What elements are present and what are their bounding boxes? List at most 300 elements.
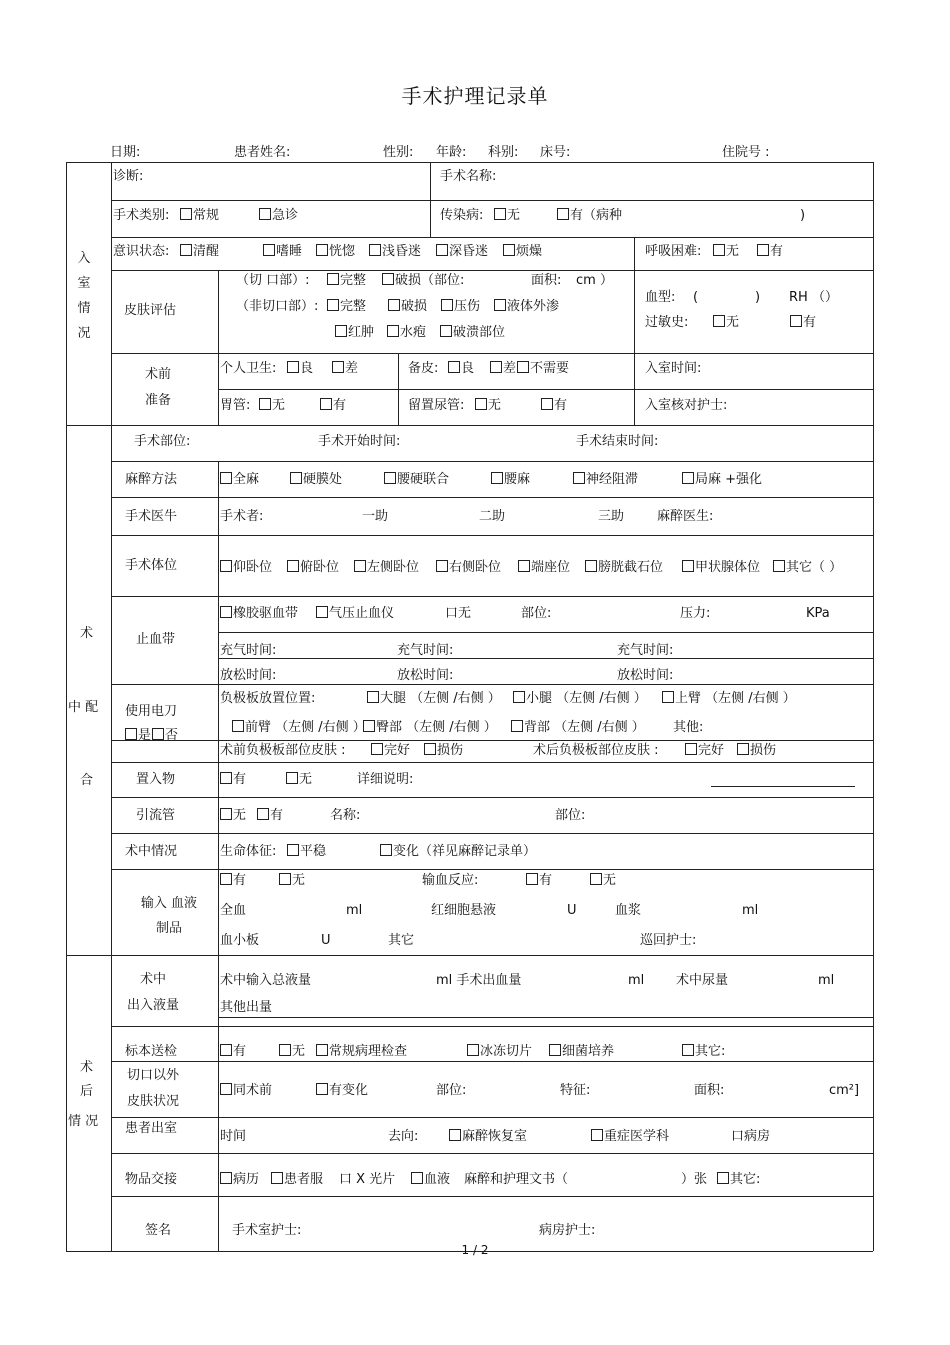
checkbox[interactable] bbox=[737, 743, 749, 755]
opt-prep-good-text: 良 bbox=[461, 361, 475, 376]
opt-deep-coma-text: 深昏迷 bbox=[449, 244, 489, 259]
checkbox[interactable] bbox=[682, 1044, 694, 1056]
checkbox[interactable] bbox=[449, 1129, 461, 1141]
skin-area-label: 面积: bbox=[531, 273, 562, 288]
opt-pos-lithotomy bbox=[585, 560, 663, 576]
io-urine-label: 术中尿量 bbox=[676, 973, 729, 988]
checkbox[interactable] bbox=[259, 398, 271, 410]
entry-time-label: 入室时间: bbox=[645, 361, 702, 376]
checkbox[interactable] bbox=[557, 208, 569, 220]
opt-tr-yes-text: 有 bbox=[233, 873, 247, 888]
opt-restless bbox=[503, 244, 542, 260]
opt-implant-yes-text: 有 bbox=[233, 772, 247, 787]
checkbox[interactable] bbox=[436, 244, 448, 256]
checkbox[interactable] bbox=[503, 244, 515, 256]
checkbox[interactable] bbox=[440, 325, 452, 337]
table-rule bbox=[111, 200, 873, 201]
checkbox[interactable] bbox=[335, 325, 347, 337]
checkbox[interactable] bbox=[494, 208, 506, 220]
opt-catheter-no bbox=[475, 398, 501, 414]
surgery-type-label: 手术类别: bbox=[113, 208, 170, 223]
checkbox[interactable] bbox=[287, 560, 299, 572]
table-rule bbox=[111, 237, 873, 238]
opt-allergy-no-text: 无 bbox=[726, 315, 740, 330]
opt-an-spinal-text: 腰麻 bbox=[504, 472, 531, 487]
opt-light-coma bbox=[369, 244, 421, 260]
sign-label: 签名 bbox=[145, 1223, 172, 1238]
checkbox[interactable] bbox=[363, 720, 375, 732]
opt-pre-intact-text: 完好 bbox=[384, 743, 411, 758]
opt-infectious-none bbox=[494, 208, 520, 224]
checkbox[interactable] bbox=[220, 560, 232, 572]
plasma-label: 血浆 bbox=[615, 903, 642, 918]
checkbox[interactable] bbox=[371, 743, 383, 755]
opt-an-local bbox=[682, 472, 762, 488]
discharge-dest-label: 去向: bbox=[388, 1129, 419, 1144]
checkbox[interactable] bbox=[790, 315, 802, 327]
checkbox[interactable] bbox=[220, 472, 232, 484]
opt-vitals-stable bbox=[287, 844, 326, 860]
checkbox[interactable] bbox=[220, 808, 232, 820]
table-rule bbox=[111, 740, 873, 741]
opt-sp-yes bbox=[220, 1044, 246, 1060]
opt-tq-rubber bbox=[220, 606, 298, 622]
checkbox[interactable] bbox=[286, 772, 298, 784]
ho-sheets-label: ）张 bbox=[681, 1172, 708, 1187]
opt-allergy-yes-text: 有 bbox=[803, 315, 817, 330]
checkbox[interactable] bbox=[316, 244, 328, 256]
gastric-tube-label: 胃管: bbox=[220, 398, 251, 413]
checkbox[interactable] bbox=[327, 299, 339, 311]
ho-docs-label: 麻醉和护理文书（ bbox=[464, 1172, 569, 1187]
opt-skin-broken-text: 破损（部位: bbox=[395, 273, 465, 288]
opt-gastric-no bbox=[259, 398, 285, 414]
opt-skin-broken2-text: 破损 bbox=[401, 299, 428, 314]
blood-paren-close: ) bbox=[755, 290, 761, 305]
opt-clear bbox=[180, 244, 219, 260]
table-rule bbox=[111, 797, 873, 798]
opt-pad-upperarm bbox=[662, 691, 796, 707]
opt-gastric-yes-text: 有 bbox=[333, 398, 347, 413]
platelet-unit: U bbox=[321, 933, 331, 948]
opt-post-damaged-text: 损伤 bbox=[750, 743, 777, 758]
opt-so-same-text: 同术前 bbox=[233, 1083, 273, 1098]
opt-pos-supine bbox=[220, 560, 272, 576]
checkbox[interactable] bbox=[367, 691, 379, 703]
skin-nonincision-label: （非切口部）: bbox=[236, 299, 319, 314]
opt-skin-intact-text: 完整 bbox=[340, 273, 367, 288]
io-blood-unit: ml bbox=[628, 973, 645, 988]
opt-hygiene-good bbox=[287, 361, 313, 377]
opt-tq-air bbox=[316, 606, 394, 622]
checkbox[interactable] bbox=[513, 691, 525, 703]
checkbox[interactable] bbox=[573, 472, 585, 484]
opt-skin-broken bbox=[382, 273, 464, 289]
opt-vitals-change bbox=[380, 844, 536, 860]
checkbox[interactable] bbox=[585, 560, 597, 572]
opt-ho-xray: 口 X 光片 bbox=[339, 1172, 396, 1187]
opt-drain-no bbox=[220, 808, 246, 824]
checkbox[interactable] bbox=[713, 315, 725, 327]
opt-emergency bbox=[259, 208, 298, 224]
checkbox[interactable] bbox=[526, 873, 538, 885]
transfusion-label: 输入 血液 制品 bbox=[140, 896, 198, 936]
io-other-label: 其他出量 bbox=[220, 1000, 273, 1015]
skin-assessment-label: 皮肤评估 bbox=[124, 303, 177, 318]
opt-pre-damaged-text: 损伤 bbox=[437, 743, 464, 758]
checkbox[interactable] bbox=[380, 844, 392, 856]
opt-ho-record-text: 病历 bbox=[233, 1172, 260, 1187]
checkbox[interactable] bbox=[436, 560, 448, 572]
opt-an-combined bbox=[384, 472, 449, 488]
table-rule bbox=[111, 1026, 873, 1027]
opt-infectious-none-text: 无 bbox=[507, 208, 521, 223]
opt-confused-text: 恍惚 bbox=[329, 244, 356, 259]
opt-so-same bbox=[220, 1083, 272, 1099]
opt-catheter-yes bbox=[541, 398, 567, 414]
checkbox[interactable] bbox=[517, 361, 529, 373]
checkbox[interactable] bbox=[682, 560, 694, 572]
opt-pad-back bbox=[511, 720, 645, 736]
release-time-1: 放松时间: bbox=[220, 668, 277, 683]
table-rule bbox=[111, 596, 873, 597]
opt-implant-no bbox=[286, 772, 312, 788]
opt-pad-calf bbox=[513, 691, 647, 707]
opt-an-spinal bbox=[491, 472, 530, 488]
table-rule bbox=[66, 425, 873, 426]
table-rule bbox=[873, 162, 874, 1251]
opt-skin-intact2-text: 完整 bbox=[340, 299, 367, 314]
checkbox[interactable] bbox=[220, 606, 232, 618]
table-rule bbox=[218, 632, 873, 633]
opt-breathing-no-text: 无 bbox=[726, 244, 740, 259]
so-area-label: 面积: bbox=[694, 1083, 725, 1098]
opt-breathing-no bbox=[713, 244, 739, 260]
opt-post-intact bbox=[685, 743, 724, 759]
opt-allergy-no bbox=[713, 315, 739, 331]
io-label: 术中 出入液量 bbox=[126, 972, 179, 1013]
opt-an-epidural bbox=[290, 472, 342, 488]
checkbox[interactable] bbox=[773, 560, 785, 572]
opt-dc-icu-text: 重症医学科 bbox=[604, 1129, 670, 1144]
opt-skin-swelling-text: 红肿 bbox=[348, 325, 375, 340]
table-rule bbox=[111, 833, 873, 834]
checkbox[interactable] bbox=[491, 472, 503, 484]
esu-label: 使用电刀 bbox=[125, 704, 178, 719]
opt-prep-poor-text: 差 bbox=[503, 361, 517, 376]
checkbox[interactable] bbox=[220, 1083, 232, 1095]
section-postop-1: 术 bbox=[80, 1060, 94, 1075]
opt-pad-thigh-text: 大腿 （左侧 /右侧 ） bbox=[380, 691, 501, 706]
opt-ho-clothes-text: 患者服 bbox=[284, 1172, 324, 1187]
skin-outside-label: 切口以外 皮肤状况 bbox=[126, 1068, 179, 1109]
checkbox[interactable] bbox=[125, 728, 137, 740]
checkbox[interactable] bbox=[279, 1044, 291, 1056]
table-rule bbox=[111, 869, 873, 870]
opt-sp-culture bbox=[549, 1044, 614, 1060]
check-nurse-label: 入室核对护士: bbox=[645, 398, 728, 413]
opt-tq-none: 口无 bbox=[445, 606, 472, 621]
opt-sp-no bbox=[279, 1044, 305, 1060]
table-rule bbox=[634, 237, 635, 425]
checkbox[interactable] bbox=[316, 1044, 328, 1056]
checkbox[interactable] bbox=[713, 244, 725, 256]
checkbox[interactable] bbox=[316, 606, 328, 618]
checkbox[interactable] bbox=[411, 1172, 423, 1184]
opt-tr-reaction-yes-text: 有 bbox=[539, 873, 553, 888]
checkbox[interactable] bbox=[441, 299, 453, 311]
discharge-time-label: 时间 bbox=[220, 1129, 247, 1144]
drain-name-label: 名称: bbox=[330, 808, 361, 823]
checkbox[interactable] bbox=[490, 361, 502, 373]
skin-prep-label: 备皮: bbox=[408, 361, 439, 376]
checkbox[interactable] bbox=[467, 1044, 479, 1056]
date-label: 日期: bbox=[110, 145, 141, 160]
opt-pos-prone bbox=[287, 560, 339, 576]
checkbox[interactable] bbox=[382, 273, 394, 285]
checkbox[interactable] bbox=[327, 273, 339, 285]
end-time-label: 手术结束时间: bbox=[576, 434, 659, 449]
opt-skin-swelling bbox=[335, 325, 374, 341]
opt-esu-no-text: 否 bbox=[165, 728, 179, 743]
io-blood-label: ml 手术出血量 bbox=[436, 973, 522, 988]
opt-implant-yes bbox=[220, 772, 246, 788]
checkbox[interactable] bbox=[220, 873, 232, 885]
checkbox[interactable] bbox=[541, 398, 553, 410]
opt-lethargy bbox=[263, 244, 302, 260]
opt-pad-forearm-text: 前臂 （左侧 /右侧 ） bbox=[245, 720, 366, 735]
opt-hygiene-good-text: 良 bbox=[300, 361, 314, 376]
tq-kpa-unit: KPa bbox=[806, 606, 830, 621]
checkbox[interactable] bbox=[494, 299, 506, 311]
age-label: 年龄: bbox=[436, 145, 467, 160]
opt-pre-intact bbox=[371, 743, 410, 759]
checkbox[interactable] bbox=[287, 361, 299, 373]
checkbox[interactable] bbox=[332, 361, 344, 373]
opt-routine-text: 常规 bbox=[193, 208, 220, 223]
surgeon-label: 手术者: bbox=[220, 509, 264, 524]
checkbox[interactable] bbox=[388, 299, 400, 311]
opt-allergy-yes bbox=[790, 315, 816, 331]
opt-ho-other bbox=[717, 1172, 760, 1188]
checkbox[interactable] bbox=[263, 244, 275, 256]
hospital-no-label: 住院号 : bbox=[722, 145, 770, 160]
opt-pad-calf-text: 小腿 （左侧 /右侧 ） bbox=[526, 691, 647, 706]
opt-post-intact-text: 完好 bbox=[698, 743, 725, 758]
opt-prep-good bbox=[448, 361, 474, 377]
checkbox[interactable] bbox=[220, 772, 232, 784]
opt-pad-buttock-text: 臀部 （左侧 /右侧 ） bbox=[376, 720, 497, 735]
opt-sp-culture-text: 细菌培养 bbox=[562, 1044, 615, 1059]
so-site-label: 部位: bbox=[436, 1083, 467, 1098]
gender-label: 性别: bbox=[383, 145, 414, 160]
opt-sp-no-text: 无 bbox=[292, 1044, 306, 1059]
checkbox[interactable] bbox=[549, 1044, 561, 1056]
specimen-label: 标本送检 bbox=[125, 1044, 178, 1059]
table-rule bbox=[111, 162, 112, 1251]
opt-esu-yes-text: 是 bbox=[138, 728, 152, 743]
section-intraop-1: 术 bbox=[80, 626, 94, 641]
opt-breathing-yes bbox=[757, 244, 783, 260]
opt-tq-air-text: 气压止血仪 bbox=[329, 606, 395, 621]
implant-label: 置入物 bbox=[136, 772, 176, 787]
department-label: 科别: bbox=[488, 145, 519, 160]
checkbox[interactable] bbox=[591, 1129, 603, 1141]
pad-position-label: 负极板放置位置: bbox=[220, 691, 316, 706]
opt-sp-yes-text: 有 bbox=[233, 1044, 247, 1059]
opt-skin-pressure bbox=[441, 299, 480, 315]
checkbox[interactable] bbox=[180, 208, 192, 220]
checkbox[interactable] bbox=[320, 398, 332, 410]
vitals-label: 生命体征: bbox=[220, 844, 277, 859]
breathing-label: 呼吸困难: bbox=[645, 244, 702, 259]
checkbox[interactable] bbox=[685, 743, 697, 755]
checkbox[interactable] bbox=[290, 472, 302, 484]
checkbox[interactable] bbox=[259, 208, 271, 220]
checkbox[interactable] bbox=[757, 244, 769, 256]
checkbox[interactable] bbox=[424, 743, 436, 755]
opt-an-combined-text: 腰硬联合 bbox=[397, 472, 450, 487]
opt-dc-ward: 口病房 bbox=[731, 1129, 771, 1144]
opt-prep-none-text: 不需要 bbox=[530, 361, 570, 376]
table-rule bbox=[111, 1061, 873, 1062]
opt-pos-left bbox=[354, 560, 419, 576]
table-rule bbox=[218, 389, 873, 390]
checkbox[interactable] bbox=[662, 691, 674, 703]
checkbox[interactable] bbox=[590, 873, 602, 885]
pad-other-label: 其他: bbox=[673, 720, 704, 735]
opt-skin-intact2 bbox=[327, 299, 366, 315]
opt-skin-extravasation-text: 液体外渗 bbox=[507, 299, 560, 314]
or-nurse-label: 手术室护士: bbox=[232, 1223, 302, 1238]
opt-tr-reaction-no bbox=[590, 873, 616, 889]
checkbox[interactable] bbox=[232, 720, 244, 732]
opt-vitals-change-text: 变化（祥见麻醉记录单） bbox=[393, 844, 537, 859]
checkbox[interactable] bbox=[279, 873, 291, 885]
opt-skin-blister bbox=[387, 325, 426, 341]
discharge-label: 患者出室 bbox=[125, 1121, 178, 1136]
checkbox[interactable] bbox=[354, 560, 366, 572]
opt-sp-other-text: 其它: bbox=[695, 1044, 726, 1059]
whole-blood-label: 全血 bbox=[220, 903, 247, 918]
checkbox[interactable] bbox=[384, 472, 396, 484]
section-postop-2: 后 bbox=[80, 1084, 94, 1099]
checkbox[interactable] bbox=[316, 1083, 328, 1095]
opt-sp-frozen bbox=[467, 1044, 532, 1060]
opt-skin-ulcer-text: 破溃部位 bbox=[453, 325, 506, 340]
checkbox[interactable] bbox=[682, 472, 694, 484]
checkbox[interactable] bbox=[511, 720, 523, 732]
post-pad-skin-label: 术后负极板部位皮肤 : bbox=[533, 743, 659, 758]
tq-pressure-label: 压力: bbox=[680, 606, 711, 621]
opt-pos-sitting-text: 端座位 bbox=[531, 560, 571, 575]
opt-catheter-no-text: 无 bbox=[488, 398, 502, 413]
opt-tr-yes bbox=[220, 873, 246, 889]
patient-name-label: 患者姓名: bbox=[234, 145, 291, 160]
checkbox[interactable] bbox=[448, 361, 460, 373]
opt-breathing-yes-text: 有 bbox=[770, 244, 784, 259]
opt-pos-other-text: 其它（ ） bbox=[786, 560, 843, 575]
opt-pos-thyroid-text: 甲状腺体位 bbox=[695, 560, 761, 575]
intraop-status-label: 术中情况 bbox=[125, 844, 178, 859]
tr-reaction-label: 输血反应: bbox=[422, 873, 479, 888]
opt-vitals-stable-text: 平稳 bbox=[300, 844, 327, 859]
opt-ho-blood-text: 血液 bbox=[424, 1172, 451, 1187]
opt-post-damaged bbox=[737, 743, 776, 759]
checkbox[interactable] bbox=[475, 398, 487, 410]
consciousness-label: 意识状态: bbox=[113, 244, 170, 259]
opt-skin-ulcer bbox=[440, 325, 505, 341]
opt-pad-thigh bbox=[367, 691, 501, 707]
form-header bbox=[0, 141, 950, 161]
opt-ho-blood bbox=[411, 1172, 450, 1188]
opt-tr-no-text: 无 bbox=[292, 873, 306, 888]
opt-emergency-text: 急诊 bbox=[272, 208, 299, 223]
checkbox[interactable] bbox=[518, 560, 530, 572]
checkbox[interactable] bbox=[152, 728, 164, 740]
infectious-label: 传染病: bbox=[440, 208, 484, 223]
page-title: 手术护理记录单 bbox=[401, 84, 549, 108]
opt-dc-icu bbox=[591, 1129, 669, 1145]
opt-pre-damaged bbox=[424, 743, 463, 759]
nursing-record-table bbox=[66, 162, 873, 1251]
opt-esu-no bbox=[152, 728, 178, 744]
inflate-time-1: 充气时间: bbox=[220, 643, 277, 658]
opt-pos-right-text: 右侧卧位 bbox=[449, 560, 502, 575]
opt-drain-no-text: 无 bbox=[233, 808, 247, 823]
catheter-label: 留置尿管: bbox=[408, 398, 465, 413]
release-time-3: 放松时间: bbox=[617, 668, 674, 683]
table-rule bbox=[711, 786, 855, 787]
opt-so-change-text: 有变化 bbox=[329, 1083, 369, 1098]
table-rule bbox=[111, 684, 873, 685]
drain-site-label: 部位: bbox=[555, 808, 586, 823]
surgeon-section-label: 手术医牛 bbox=[125, 509, 178, 524]
opt-an-general-text: 全麻 bbox=[233, 472, 260, 487]
so-feature-label: 特征: bbox=[560, 1083, 591, 1098]
checkbox[interactable] bbox=[180, 244, 192, 256]
opt-prep-poor bbox=[490, 361, 516, 377]
opt-pos-lithotomy-text: 膀胱截石位 bbox=[598, 560, 664, 575]
opt-hygiene-poor bbox=[332, 361, 358, 377]
table-rule bbox=[430, 162, 431, 237]
checkbox[interactable] bbox=[387, 325, 399, 337]
tq-site-label: 部位: bbox=[521, 606, 552, 621]
infectious-close: ) bbox=[800, 208, 806, 223]
table-rule bbox=[218, 658, 873, 659]
tourniquet-label: 止血带 bbox=[136, 632, 176, 647]
checkbox[interactable] bbox=[220, 1044, 232, 1056]
opt-skin-broken2 bbox=[388, 299, 427, 315]
checkbox[interactable] bbox=[271, 1172, 283, 1184]
table-rule bbox=[111, 270, 873, 271]
checkbox[interactable] bbox=[287, 844, 299, 856]
page-number: 1 / 2 bbox=[461, 1243, 489, 1257]
opt-deep-coma bbox=[436, 244, 488, 260]
checkbox[interactable] bbox=[257, 808, 269, 820]
opt-catheter-yes-text: 有 bbox=[554, 398, 568, 413]
checkbox[interactable] bbox=[717, 1172, 729, 1184]
checkbox[interactable] bbox=[220, 1172, 232, 1184]
circulating-nurse-label: 巡回护士: bbox=[640, 933, 697, 948]
opt-skin-intact bbox=[327, 273, 366, 289]
opt-pos-supine-text: 仰卧位 bbox=[233, 560, 273, 575]
table-rule bbox=[111, 497, 873, 498]
checkbox[interactable] bbox=[369, 244, 381, 256]
opt-skin-extravasation bbox=[494, 299, 559, 315]
opt-an-epidural-text: 硬膜处 bbox=[303, 472, 343, 487]
opt-pad-back-text: 背部 （左侧 /右侧 ） bbox=[524, 720, 645, 735]
